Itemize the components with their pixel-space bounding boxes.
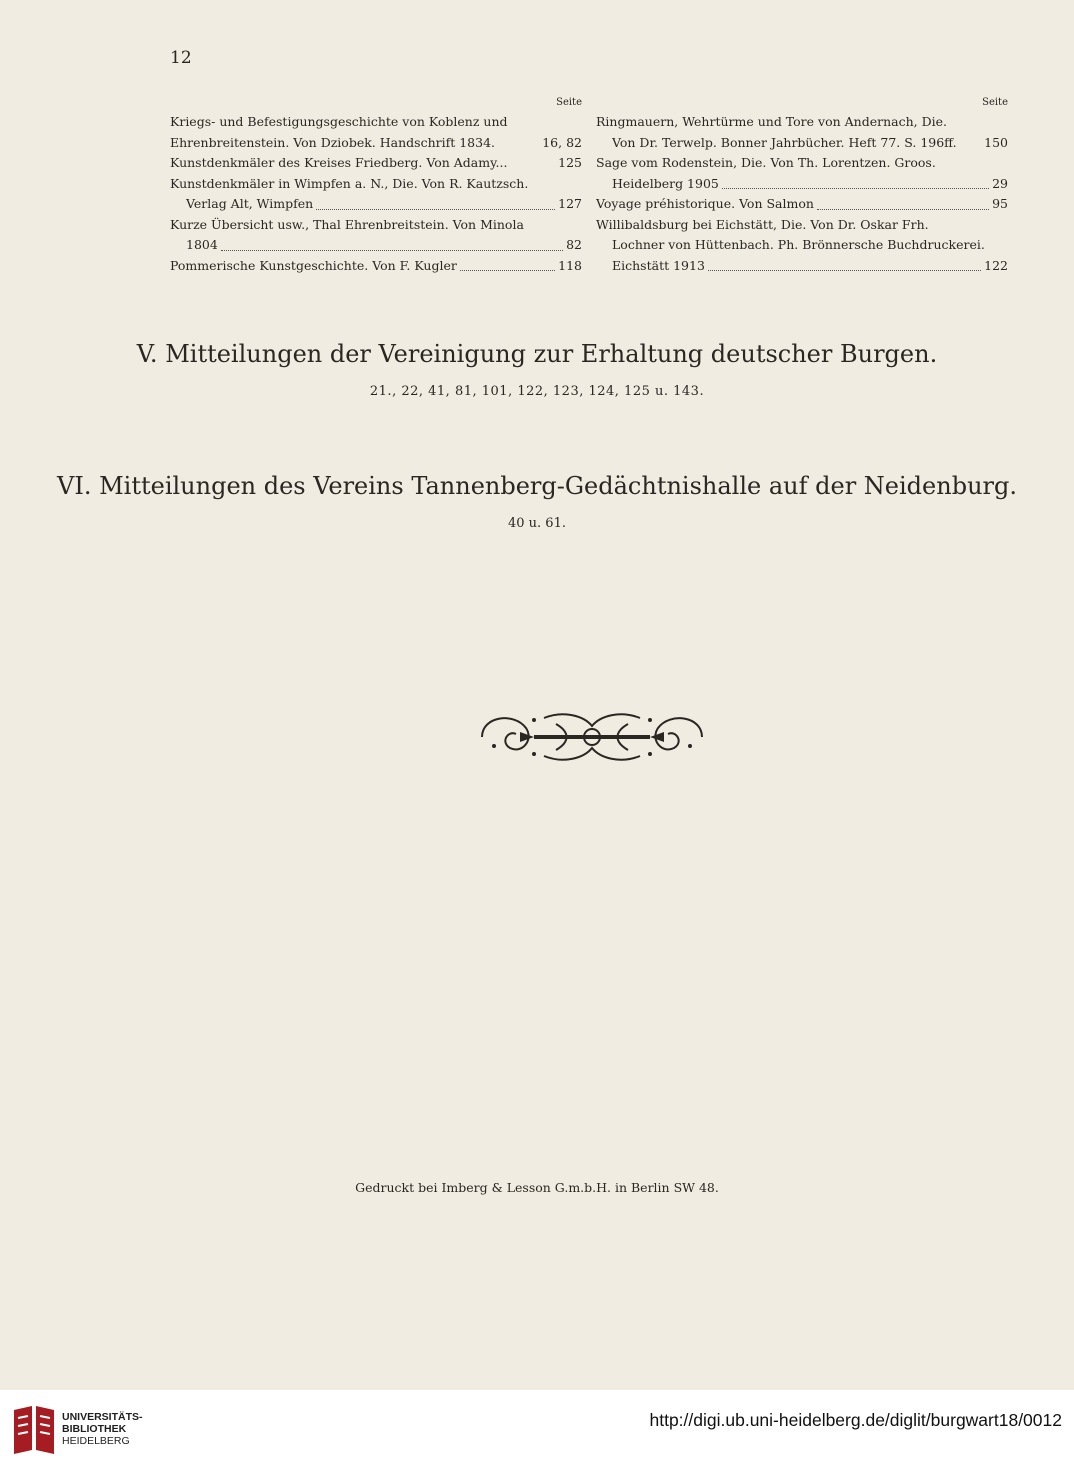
index-entry-page: 122 — [984, 257, 1008, 273]
dot-leader — [460, 256, 555, 272]
library-footer — [0, 1390, 1074, 1472]
dot-leader — [722, 174, 989, 190]
index-entry-line — [170, 174, 582, 195]
index-entry-line — [596, 174, 1008, 195]
section-vi-title: VI. Mitteilungen des Vereins Tannenberg-Gedächtnishalle auf der Neidenburg. — [57, 472, 1017, 500]
index-entry-page: 29 — [992, 175, 1008, 191]
index-entry — [170, 256, 582, 277]
dot-leader — [817, 194, 989, 210]
index-entry — [170, 153, 582, 174]
section-v-pages: 21., 22, 41, 81, 101, 122, 123, 124, 125 u. 143. — [369, 384, 705, 399]
index-entry-page: 82 — [566, 237, 582, 252]
index-entry-text: Kunstdenkmäler in Wimpfen a. N., Die. Von R. Kautzsch. — [170, 175, 529, 191]
index-entry — [596, 112, 1008, 153]
index-entry-text: Ehrenbreitenstein. Von Dziobek. Handschrift 1834. — [170, 134, 496, 150]
index-entry-line — [170, 256, 582, 277]
index-column-right — [596, 96, 1008, 276]
printer-imprint: Gedruckt bei Imberg & Lesson G.m.b.H. in Berlin SW 48. — [355, 1180, 719, 1195]
index-entry-line — [170, 194, 582, 215]
university-library-logo-icon — [10, 1404, 58, 1456]
index-entry — [170, 174, 582, 215]
index-entry — [596, 194, 1008, 215]
column-header-seite: Seite — [556, 97, 582, 108]
index-entry-text: Ringmauern, Wehrtürme und Tore von Andernach, Die. — [596, 114, 947, 129]
index-entry — [596, 153, 1008, 194]
index-entry-text: Heidelberg 1905 — [612, 175, 719, 191]
index-entry-page: 118 — [558, 257, 582, 273]
index-entry-line — [596, 133, 1008, 154]
index-entry-text: Lochner von Hüttenbach. Ph. Brönnersche Buchdruckerei. — [612, 237, 985, 252]
dot-leader — [708, 256, 981, 272]
index-entry-line — [170, 153, 582, 174]
page-number: 12 — [170, 48, 192, 68]
index-entry-text: Kurze Übersicht usw., Thal Ehrenbreitstein. Von Minola — [170, 216, 524, 232]
index-entry-text: Von Dr. Terwelp. Bonner Jahrbücher. Heft 77. S. 196ff. — [612, 134, 957, 150]
library-name-line3: HEIDELBERG — [62, 1435, 130, 1447]
source-url-link[interactable]: http://digi.ub.uni-heidelberg.de/diglit/burgwart18/0012 — [649, 1410, 1062, 1430]
section-v-title: V. Mitteilungen der Vereinigung zur Erhaltung deutscher Burgen. — [136, 340, 938, 368]
column-header-seite: Seite — [982, 97, 1008, 108]
index-entry — [170, 215, 582, 256]
index-entry-page: 125 — [558, 155, 582, 170]
index-entry-line — [596, 153, 1008, 174]
index-entry-line — [596, 235, 1008, 256]
index-entry-line — [596, 194, 1008, 215]
index-entry — [596, 215, 1008, 277]
index-column-left — [170, 96, 582, 276]
index-entry-line — [170, 215, 582, 236]
index-entry — [170, 112, 582, 153]
dot-leader — [316, 194, 555, 210]
library-name-line1: UNIVERSITÄTS- — [62, 1411, 143, 1423]
index-entry-text: Verlag Alt, Wimpfen — [186, 196, 314, 211]
library-name — [62, 1411, 143, 1447]
index-entry-text: 1804 — [186, 237, 218, 252]
index-entry-line — [170, 235, 582, 256]
index-entry-page: 16, 82 — [542, 134, 582, 150]
index-entry-text: Kriegs- und Befestigungsgeschichte von Koblenz und — [170, 114, 508, 129]
dot-leader — [221, 235, 563, 251]
index-entry-line — [596, 112, 1008, 133]
index-entry-text: Pommerische Kunstgeschichte. Von F. Kugler — [170, 257, 457, 273]
index-entry-text: Sage vom Rodenstein, Die. Von Th. Lorentzen. Groos. — [596, 155, 936, 170]
index-entry-text: Kunstdenkmäler des Kreises Friedberg. Von Adamy... — [170, 155, 508, 170]
library-name-line2: BIBLIOTHEK — [62, 1423, 127, 1435]
index-entry-line — [596, 256, 1008, 277]
index-entry-line — [596, 215, 1008, 236]
index-entry-line — [170, 112, 582, 133]
index-entry-text: Willibaldsburg bei Eichstätt, Die. Von Dr. Oskar Frh. — [596, 216, 929, 232]
index-entry-page: 127 — [558, 196, 582, 211]
decorative-ornament — [474, 706, 710, 768]
index-entry-page: 150 — [984, 134, 1008, 150]
index-entry-line — [170, 133, 582, 154]
index-entry-page: 95 — [992, 196, 1008, 211]
index-entry-text: Eichstätt 1913 — [612, 257, 705, 273]
index-entry-text: Voyage préhistorique. Von Salmon — [596, 196, 814, 211]
section-vi-pages: 40 u. 61. — [508, 516, 566, 531]
